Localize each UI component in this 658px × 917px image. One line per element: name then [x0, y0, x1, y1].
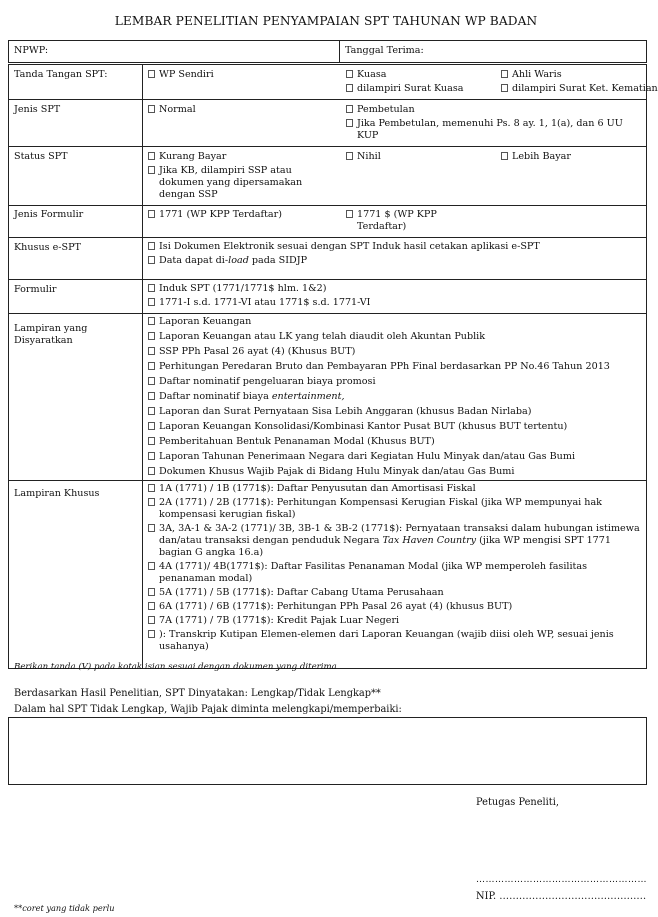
- formulir-1771-checkbox[interactable]: 1771 (WP KPP Terdaftar): [148, 209, 346, 221]
- checkbox-icon: [148, 298, 155, 306]
- pembetulan-checkbox[interactable]: Pembetulan: [346, 104, 641, 116]
- khusus-espt-label: Khusus e-SPT: [9, 238, 143, 280]
- ssp-checkbox[interactable]: Jika KB, dilampiri SSP atau dokumen yang dipersamakan dengan SSP: [148, 165, 313, 201]
- dokumen-elektronik-checkbox[interactable]: Isi Dokumen Elektronik sesuai dengan SPT Induk hasil cetakan aplikasi e-SPT: [148, 241, 641, 253]
- checkbox-icon: [148, 210, 155, 218]
- surat-kuasa-checkbox[interactable]: dilampiri Surat Kuasa: [346, 83, 501, 95]
- checkbox-icon: [148, 588, 155, 596]
- checkbox-icon: [148, 284, 155, 292]
- lampiran-item[interactable]: Laporan Tahunan Penerimaan Negara dari Kegiatan Hulu Minyak dan/atau Gas Bumi: [148, 451, 641, 463]
- lampiran-1771-checkbox[interactable]: 1771-I s.d. 1771-VI atau 1771$ s.d. 1771-VI: [148, 297, 641, 309]
- checkbox-icon: [148, 392, 155, 400]
- checkbox-icon: [148, 422, 155, 430]
- checkbox-icon: [148, 347, 155, 355]
- lampiran-khusus-item[interactable]: 7A (1771) / 7B (1771$): Kredit Pajak Luar Negeri: [148, 615, 641, 627]
- checkbox-icon: [501, 84, 508, 92]
- npwp-label: NPWP:: [14, 45, 49, 56]
- lampiran-khusus-item[interactable]: 5A (1771) / 5B (1771$): Daftar Cabang Utama Perusahaan: [148, 587, 641, 599]
- notes-box[interactable]: [8, 717, 647, 785]
- checkbox-icon: [148, 242, 155, 250]
- petugas-label: Petugas Peneliti,: [476, 797, 559, 808]
- kuasa-checkbox[interactable]: Kuasa: [346, 69, 501, 81]
- checkbox-icon: [148, 256, 155, 264]
- jenis-spt-label: Jenis SPT: [9, 100, 143, 147]
- nihil-checkbox[interactable]: Nihil: [346, 151, 501, 163]
- lampiran-item[interactable]: Daftar nominatif biaya entertainment,: [148, 391, 641, 403]
- lampiran-khusus-item[interactable]: 6A (1771) / 6B (1771$): Perhitungan PPh Pasal 26 ayat (4) (khusus BUT): [148, 601, 641, 613]
- checkbox-icon: [346, 152, 353, 160]
- checkbox-icon: [148, 602, 155, 610]
- lampiran-item[interactable]: Laporan Keuangan atau LK yang telah diaudit oleh Akuntan Publik: [148, 331, 641, 343]
- checkbox-icon: [346, 105, 353, 113]
- lampiran-khusus-item[interactable]: 2A (1771) / 2B (1771$): Perhitungan Kompensasi Kerugian Fiskal (jika WP mempunyai hak kompensasi kerugian fiskal): [148, 497, 641, 521]
- lampiran-khusus-item[interactable]: 3A, 3A-1 & 3A-2 (1771)/ 3B, 3B-1 & 3B-2 (1771$): Pernyataan transaksi dalam hubungan istimewa dan/atau transaksi dengan penduduk Negara Tax Haven Country (jika WP mengisi SPT 1771 bagian G angka 16.a): [148, 523, 641, 559]
- status-spt-label: Status SPT: [9, 147, 143, 206]
- checkbox-icon: [148, 362, 155, 370]
- checkbox-icon: [346, 210, 353, 218]
- formulir-1771-dollar-checkbox[interactable]: 1771 $ (WP KPP Terdaftar): [346, 209, 446, 233]
- lampiran-khusus-label: Lampiran Khusus: [9, 481, 143, 669]
- checkbox-icon: [148, 332, 155, 340]
- checkbox-icon: [148, 70, 155, 78]
- checkbox-icon: [148, 630, 155, 638]
- result-statement: Berdasarkan Hasil Penelitian, SPT Dinyatakan: Lengkap/Tidak Lengkap**: [14, 688, 381, 699]
- npwp-field[interactable]: [9, 41, 340, 63]
- kurang-bayar-checkbox[interactable]: Kurang Bayar: [148, 151, 346, 163]
- nip-field[interactable]: NIP. ………………………………………: [476, 891, 647, 902]
- instruction-note: Berikan tanda (V) pada kotak isian sesuai dengan dokumen yang diterima: [14, 662, 337, 672]
- lampiran-item[interactable]: Laporan dan Surat Pernyataan Sisa Lebih Anggaran (khusus Badan Nirlaba): [148, 406, 641, 418]
- checkbox-icon: [148, 317, 155, 325]
- pembetulan-kup-checkbox[interactable]: Jika Pembetulan, memenuhi Ps. 8 ay. 1, 1(a), dan 6 UU KUP: [346, 118, 641, 142]
- lampiran-disyaratkan-label: Lampiran yang Disyaratkan: [9, 314, 143, 481]
- incomplete-instruction: Dalam hal SPT Tidak Lengkap, Wajib Pajak diminta melengkapi/memperbaiki:: [14, 704, 402, 715]
- normal-checkbox[interactable]: Normal: [148, 104, 346, 116]
- checkbox-icon: [148, 452, 155, 460]
- ahli-waris-checkbox[interactable]: Ahli Waris: [501, 69, 641, 81]
- data-load-checkbox[interactable]: Data dapat di-load pada SIDJP: [148, 255, 641, 267]
- lampiran-khusus-item[interactable]: ): Transkrip Kutipan Elemen-elemen dari Laporan Keuangan (wajib diisi oleh WP, sesuai jenis usahanya): [148, 629, 641, 653]
- research-form-table: [8, 40, 647, 63]
- checkbox-icon: [148, 437, 155, 445]
- lebih-bayar-checkbox[interactable]: Lebih Bayar: [501, 151, 641, 163]
- checkbox-icon: [148, 616, 155, 624]
- tanggal-terima-field[interactable]: [340, 41, 647, 63]
- research-form-body: [8, 64, 658, 669]
- checkbox-icon: [346, 119, 353, 127]
- checkbox-icon: [501, 152, 508, 160]
- checkbox-icon: [346, 84, 353, 92]
- tanda-tangan-label: Tanda Tangan SPT:: [9, 65, 143, 100]
- lampiran-item[interactable]: Perhitungan Peredaran Bruto dan Pembayaran PPh Final berdasarkan PP No.46 Tahun 2013: [148, 361, 641, 373]
- checkbox-icon: [148, 105, 155, 113]
- tanggal-terima-label: Tanggal Terima:: [345, 45, 424, 56]
- checkbox-icon: [148, 152, 155, 160]
- page-title: LEMBAR PENELITIAN PENYAMPAIAN SPT TAHUNAN WP BADAN: [114, 14, 538, 28]
- lampiran-item[interactable]: Laporan Keuangan: [148, 316, 641, 328]
- checkbox-icon: [148, 562, 155, 570]
- lampiran-item[interactable]: Laporan Keuangan Konsolidasi/Kombinasi Kantor Pusat BUT (khusus BUT tertentu): [148, 421, 641, 433]
- checkbox-icon: [148, 467, 155, 475]
- checkbox-icon: [148, 484, 155, 492]
- lampiran-item[interactable]: Daftar nominatif pengeluaran biaya promosi: [148, 376, 641, 388]
- induk-spt-checkbox[interactable]: Induk SPT (1771/1771$ hlm. 1&2): [148, 283, 641, 295]
- checkbox-icon: [501, 70, 508, 78]
- signature-line[interactable]: ………………………………………………: [476, 875, 647, 885]
- lampiran-khusus-item[interactable]: 4A (1771)/ 4B(1771$): Daftar Fasilitas Penanaman Modal (jika WP memperoleh fasilitas penanaman modal): [148, 561, 641, 585]
- lampiran-item[interactable]: Pemberitahuan Bentuk Penanaman Modal (Khusus BUT): [148, 436, 641, 448]
- lampiran-item[interactable]: SSP PPh Pasal 26 ayat (4) (Khusus BUT): [148, 346, 641, 358]
- checkbox-icon: [148, 407, 155, 415]
- wp-sendiri-checkbox[interactable]: WP Sendiri: [148, 69, 346, 81]
- checkbox-icon: [148, 498, 155, 506]
- surat-kematian-checkbox[interactable]: dilampiri Surat Ket. Kematian: [501, 83, 641, 95]
- footnote: **coret yang tidak perlu: [14, 903, 115, 913]
- checkbox-icon: [148, 524, 155, 532]
- lampiran-khusus-item[interactable]: 1A (1771) / 1B (1771$): Daftar Penyusutan dan Amortisasi Fiskal: [148, 483, 641, 495]
- checkbox-icon: [148, 377, 155, 385]
- checkbox-icon: [148, 166, 155, 174]
- jenis-formulir-label: Jenis Formulir: [9, 206, 143, 238]
- lampiran-item[interactable]: Dokumen Khusus Wajib Pajak di Bidang Hulu Minyak dan/atau Gas Bumi: [148, 466, 641, 478]
- checkbox-icon: [346, 70, 353, 78]
- formulir-label: Formulir: [9, 280, 143, 314]
